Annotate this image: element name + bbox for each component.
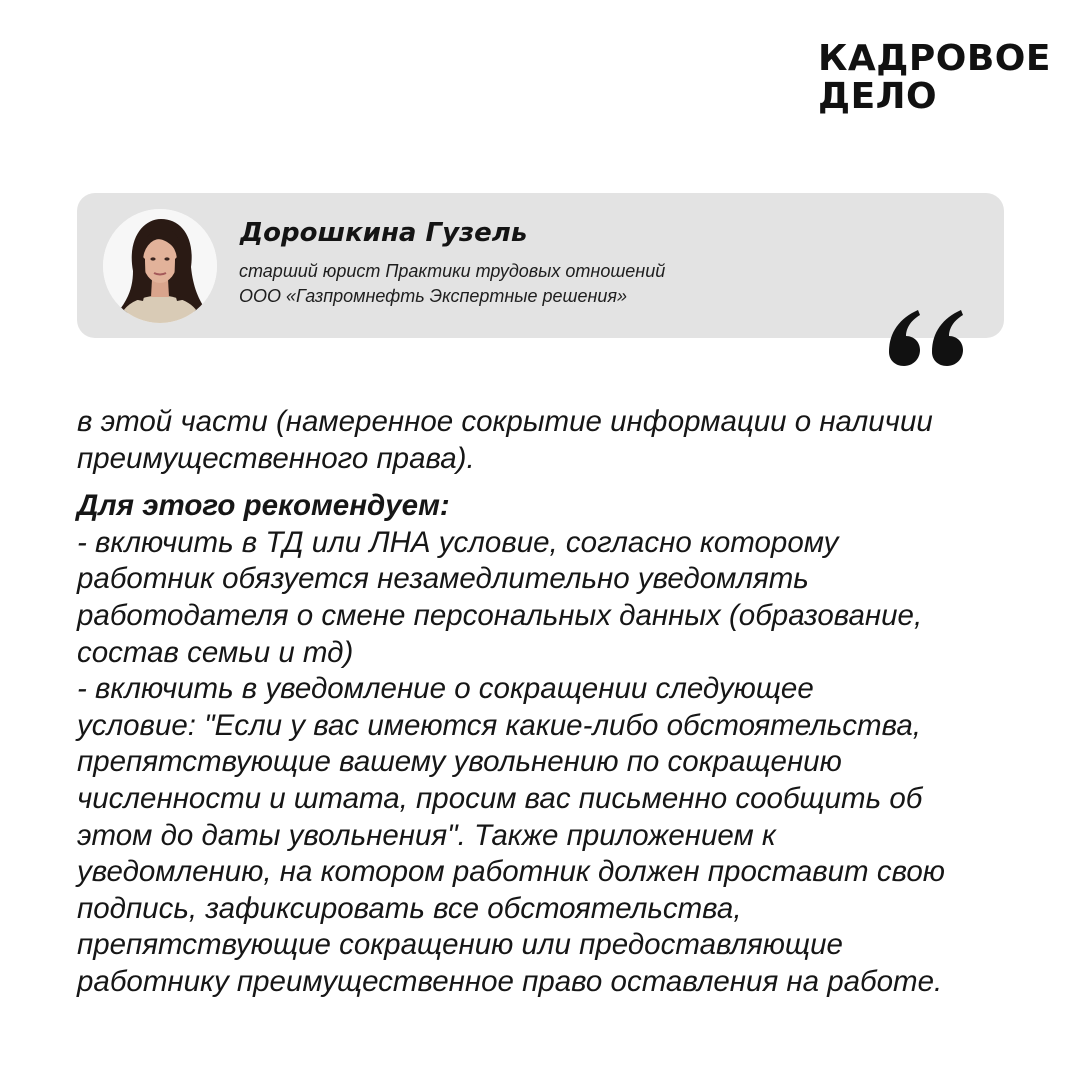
author-role-line-2: ООО «Газпромнефть Экспертные решения» (239, 286, 628, 306)
text-line: этом до даты увольнения". Также приложением к (77, 818, 776, 852)
text-line: препятствующие вашему увольнению по сокращению (77, 745, 842, 779)
text-line: уведомлению, на котором работник должен проставит свою (77, 855, 945, 889)
author-avatar (103, 209, 217, 323)
text-line: препятствующие сокращению или предоставляющие (77, 928, 843, 962)
text-line: подпись, зафиксировать все обстоятельства, (77, 891, 742, 925)
article-body (77, 404, 1037, 1001)
author-name: Дорошкина Гузель (240, 218, 528, 248)
author-card (77, 193, 1004, 338)
text-line: численности и штата, просим вас письменно сообщить об (77, 781, 923, 815)
author-portrait-icon (103, 209, 217, 323)
text-line: работодателя о смене персональных данных (образование, (77, 598, 923, 632)
brand-logo (818, 40, 1051, 116)
text-line: в этой части (намеренное сокрытие информации о наличии (77, 405, 933, 438)
recommendations-list (77, 525, 1037, 1001)
text-line: состав семьи и тд) (77, 635, 354, 669)
brand-logo-line-1: КАДРОВОЕ (818, 38, 1051, 79)
text-line: - включить в уведомление о сокращении следующее (77, 672, 814, 706)
text-line: работнику преимущественное право оставления на работе. (77, 964, 943, 998)
text-line: преимущественного права). (77, 441, 475, 475)
author-role (239, 259, 665, 309)
brand-logo-line-2: ДЕЛО (818, 76, 938, 117)
quote-mark-icon (884, 300, 974, 370)
author-role-line-1: старший юрист Практики трудовых отношений (239, 261, 666, 281)
intro-paragraph (77, 404, 1037, 477)
recommendations-heading: Для этого рекомендуем: (77, 489, 450, 523)
text-line: работник обязуется незамедлительно уведомлять (77, 562, 809, 596)
text-line: - включить в ТД или ЛНА условие, согласно которому (77, 525, 839, 559)
text-line: условие: "Если у вас имеются какие-либо обстоятельства, (77, 708, 921, 742)
